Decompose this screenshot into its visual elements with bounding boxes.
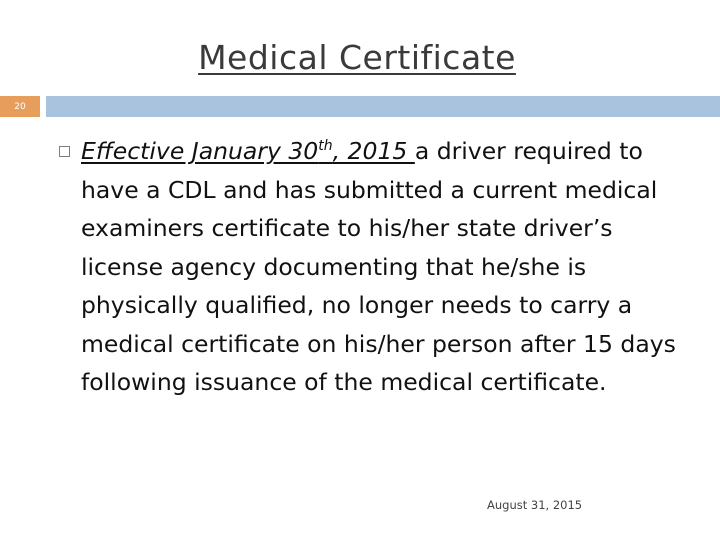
bullet-body: a driver required to have a CDL and has submitted a current medical examiners certificate to his/her state driver’s license agency documenting that he/she is physically qualified, no longer needs to carry a medical certificate on his/her person after 15 days following issuance of the medical certificate. [81, 137, 676, 396]
bullet-text [81, 132, 701, 402]
effective-date-year: , 2015 [332, 137, 415, 165]
effective-date-lead: Effective January 30 [81, 137, 319, 165]
header-bar [46, 96, 720, 117]
effective-date-ordinal: th [318, 138, 333, 155]
slide-title: Medical Certificate [198, 38, 516, 77]
bullet-marker-icon [59, 146, 70, 157]
effective-date-phrase [81, 137, 415, 165]
slide-number-badge: 20 [0, 96, 40, 117]
footer-date: August 31, 2015 [487, 498, 583, 512]
